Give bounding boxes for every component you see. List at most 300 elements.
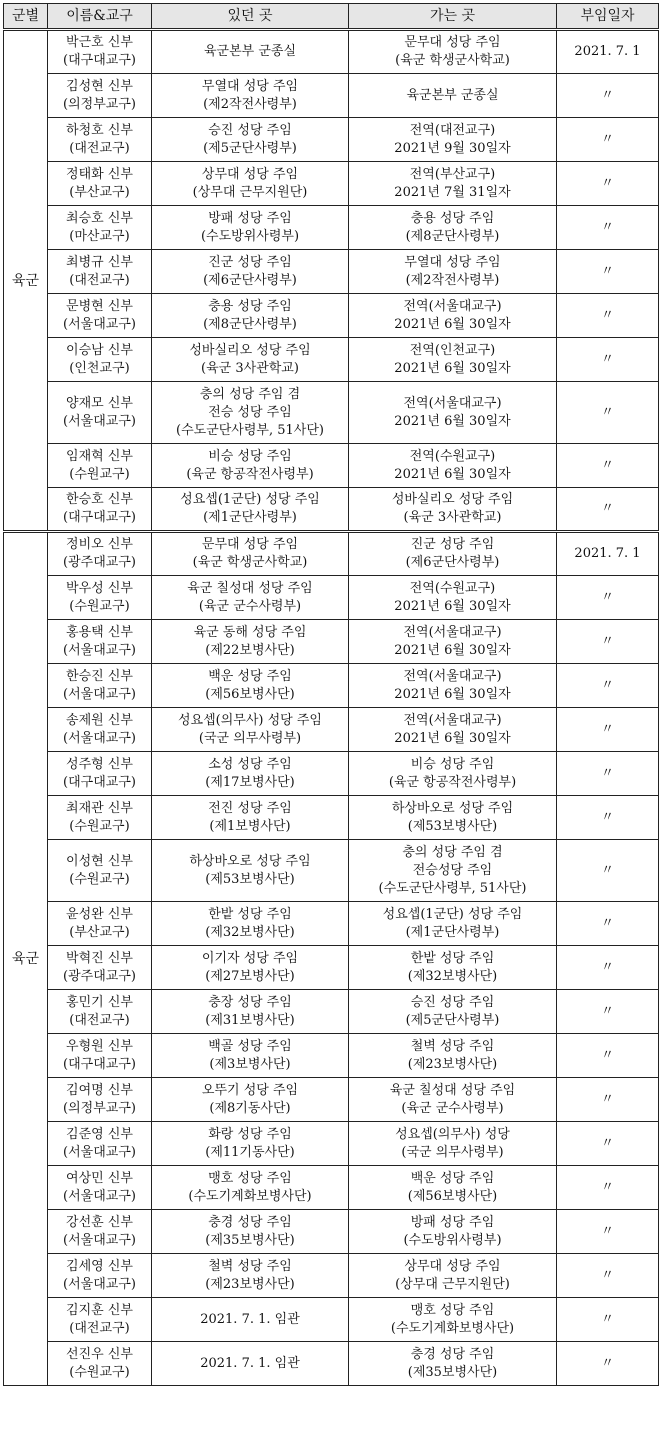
priest-diocese: (광주대교구)	[63, 968, 136, 984]
priest-diocese: (부산교구)	[69, 924, 130, 940]
to-cell	[349, 708, 557, 752]
ditto-mark: 〃	[557, 576, 659, 620]
priest-diocese: (서울대교구)	[63, 1144, 136, 1160]
from-line: (제2작전사령부)	[203, 96, 297, 112]
ditto-mark: 〃	[557, 990, 659, 1034]
from-line: 비승 성당 주임	[208, 448, 292, 464]
branch-cell: 육군	[4, 532, 48, 1386]
priest-diocese: (인천교구)	[69, 360, 130, 376]
table-row	[4, 30, 659, 74]
priest-name: 한승호 신부	[66, 492, 133, 507]
ditto-mark: 〃	[557, 1122, 659, 1166]
to-line: 충경 성당 주임	[410, 1346, 495, 1362]
from-line: 맹호 성당 주임	[208, 1170, 292, 1186]
to-line: 전역(수원교구)	[409, 580, 496, 596]
assignment-table	[3, 3, 659, 1386]
table-row	[4, 946, 659, 990]
from-line: (제1군단사령부)	[203, 510, 297, 525]
from-cell	[152, 206, 349, 250]
name-cell	[48, 444, 152, 488]
ditto-mark: 〃	[557, 206, 659, 250]
from-cell	[152, 1166, 349, 1210]
to-line: 전역(서울대교구)	[403, 712, 502, 728]
to-cell	[349, 902, 557, 946]
to-line: 성바실리오 성당 주임	[391, 492, 514, 507]
name-cell	[48, 1078, 152, 1122]
to-line: 육군 칠성대 성당 주임	[389, 1082, 516, 1098]
header-to: 가는 곳	[349, 4, 557, 30]
name-cell	[48, 338, 152, 382]
to-line: 2021년 9월 30일자	[394, 140, 511, 156]
from-line: (제56보병사단)	[205, 686, 295, 702]
from-line: (제11기동사단)	[205, 1144, 295, 1160]
priest-name: 정비오 신부	[66, 537, 133, 552]
from-line: 오뚜기 성당 주임	[201, 1082, 299, 1098]
from-line: 소성 성당 주임	[208, 756, 292, 772]
priest-name: 하청호 신부	[66, 122, 133, 138]
from-line: (육군 군수사령부)	[198, 598, 302, 614]
ditto-mark: 〃	[557, 1078, 659, 1122]
ditto-mark: 〃	[557, 708, 659, 752]
name-cell	[48, 30, 152, 74]
to-cell	[349, 294, 557, 338]
table-row	[4, 532, 659, 576]
ditto-mark: 〃	[557, 752, 659, 796]
priest-diocese: (대구대교구)	[63, 53, 136, 68]
to-line: (제1군단사령부)	[405, 924, 500, 940]
to-line: 전역(부산교구)	[409, 166, 496, 182]
priest-diocese: (대전교구)	[69, 1012, 130, 1028]
table-row	[4, 796, 659, 840]
priest-name: 선진우 신부	[66, 1346, 133, 1362]
priest-diocese: (서울대교구)	[63, 642, 136, 658]
from-cell	[152, 444, 349, 488]
from-cell	[152, 576, 349, 620]
from-cell	[152, 664, 349, 708]
ditto-mark: 〃	[557, 444, 659, 488]
priest-diocese: (광주대교구)	[63, 555, 136, 570]
from-line: (상무대 근무지원단)	[192, 184, 308, 200]
name-cell	[48, 206, 152, 250]
from-cell	[152, 1078, 349, 1122]
name-cell	[48, 796, 152, 840]
priest-name: 김준영 신부	[66, 1126, 133, 1142]
table-row	[4, 1166, 659, 1210]
appointment-date: 2021. 7. 1	[557, 30, 659, 74]
priest-name: 박우성 신부	[66, 580, 133, 596]
from-cell	[152, 532, 349, 576]
name-cell	[48, 488, 152, 532]
name-cell	[48, 664, 152, 708]
priest-diocese: (서울대교구)	[63, 730, 136, 746]
ditto-mark: 〃	[557, 902, 659, 946]
to-line: 전역(서울대교구)	[403, 624, 502, 640]
name-cell	[48, 532, 152, 576]
to-line: 전역(서울대교구)	[403, 395, 502, 411]
to-line: 전역(대전교구)	[409, 122, 496, 138]
from-line: (수도기계화보병사단)	[188, 1188, 312, 1204]
table-row	[4, 1078, 659, 1122]
from-line: 한밭 성당 주임	[208, 906, 292, 922]
to-line: 맹호 성당 주임	[410, 1302, 495, 1318]
to-line: 성요셉(의무사) 성당	[395, 1126, 510, 1142]
ditto-mark: 〃	[557, 338, 659, 382]
to-line: 전역(인천교구)	[409, 342, 496, 358]
from-line: 철벽 성당 주임	[208, 1258, 292, 1274]
to-cell	[349, 250, 557, 294]
from-line: 육군 동해 성당 주임	[193, 624, 307, 640]
from-line: (육군 학생군사학교)	[192, 555, 308, 570]
name-cell	[48, 1210, 152, 1254]
to-cell	[349, 946, 557, 990]
from-line: 이기자 성당 주임	[201, 950, 299, 966]
ditto-mark: 〃	[557, 946, 659, 990]
from-cell	[152, 902, 349, 946]
to-cell	[349, 74, 557, 118]
to-line: 충용 성당 주임	[410, 210, 495, 226]
priest-diocese: (대구대교구)	[63, 510, 136, 525]
table-row	[4, 620, 659, 664]
from-line: 상무대 성당 주임	[201, 166, 299, 182]
priest-name: 박근호 신부	[66, 35, 133, 50]
from-line: 전진 성당 주임	[208, 800, 292, 816]
table-row	[4, 990, 659, 1034]
table-row	[4, 1034, 659, 1078]
to-line: (수도군단사령부, 51사단)	[378, 880, 527, 896]
to-line: (제5군단사령부)	[405, 1012, 500, 1028]
from-line: (제31보병사단)	[205, 1012, 295, 1028]
priest-diocese: (수원교구)	[69, 871, 130, 887]
to-cell	[349, 162, 557, 206]
name-cell	[48, 576, 152, 620]
to-line: 2021년 7월 31일자	[394, 184, 511, 200]
priest-diocese: (수원교구)	[69, 1364, 130, 1380]
to-line: (제32보병사단)	[407, 968, 498, 984]
priest-name: 여상민 신부	[66, 1170, 133, 1186]
from-line: 충의 성당 주임 겸	[199, 386, 301, 402]
from-line: (육군 항공작전사령부)	[186, 466, 314, 482]
to-cell	[349, 1078, 557, 1122]
to-line: 성요셉(1군단) 성당 주임	[382, 906, 523, 922]
table-row	[4, 206, 659, 250]
to-line: 2021년 6월 30일자	[394, 316, 511, 332]
priest-diocese: (수원교구)	[69, 818, 130, 834]
to-cell	[349, 664, 557, 708]
to-cell	[349, 752, 557, 796]
to-line: (제56보병사단)	[407, 1188, 498, 1204]
to-cell	[349, 30, 557, 74]
priest-name: 김세영 신부	[66, 1258, 133, 1274]
priest-name: 최승호 신부	[66, 210, 133, 226]
name-cell	[48, 294, 152, 338]
branch-cell: 육군	[4, 30, 48, 532]
to-cell	[349, 444, 557, 488]
from-line: (제1보병사단)	[209, 818, 291, 834]
table-row	[4, 708, 659, 752]
ditto-mark: 〃	[557, 294, 659, 338]
from-line: (제5군단사령부)	[203, 140, 297, 156]
from-line: (제17보병사단)	[205, 774, 295, 790]
to-line: (육군 3사관학교)	[403, 510, 502, 525]
priest-name: 김성현 신부	[66, 78, 133, 94]
to-line: (육군 군수사령부)	[401, 1100, 504, 1116]
name-cell	[48, 1342, 152, 1386]
to-line: 하상바오로 성당 주임	[391, 800, 514, 816]
priest-name: 우형원 신부	[66, 1038, 133, 1054]
from-line: (제32보병사단)	[205, 924, 295, 940]
from-cell	[152, 1298, 349, 1342]
to-cell	[349, 206, 557, 250]
priest-diocese: (서울대교구)	[63, 686, 136, 702]
to-cell	[349, 1034, 557, 1078]
table-row	[4, 162, 659, 206]
from-cell	[152, 338, 349, 382]
to-cell	[349, 1254, 557, 1298]
header-name: 이름&교구	[48, 4, 152, 30]
to-line: (제53보병사단)	[407, 818, 498, 834]
table-row	[4, 1210, 659, 1254]
to-line: 비승 성당 주임	[410, 756, 495, 772]
name-cell	[48, 1122, 152, 1166]
ditto-mark: 〃	[557, 664, 659, 708]
name-cell	[48, 1034, 152, 1078]
ditto-mark: 〃	[557, 250, 659, 294]
priest-diocese: (서울대교구)	[63, 1232, 136, 1248]
ditto-mark: 〃	[557, 1298, 659, 1342]
to-line: 2021년 6월 30일자	[394, 686, 511, 702]
to-cell	[349, 382, 557, 444]
from-line: (제22보병사단)	[205, 642, 295, 658]
table-row	[4, 1254, 659, 1298]
table-row	[4, 752, 659, 796]
to-line: 문무대 성당 주임	[404, 35, 501, 50]
to-line: 승진 성당 주임	[410, 994, 495, 1010]
to-cell	[349, 1166, 557, 1210]
priest-name: 강선훈 신부	[66, 1214, 133, 1230]
to-line: 2021년 6월 30일자	[394, 598, 511, 614]
from-line: (제8군단사령부)	[203, 316, 297, 332]
name-cell	[48, 118, 152, 162]
name-cell	[48, 902, 152, 946]
table-row	[4, 444, 659, 488]
from-cell	[152, 1122, 349, 1166]
table-row	[4, 74, 659, 118]
name-cell	[48, 840, 152, 902]
priest-diocese: (마산교구)	[69, 228, 130, 244]
to-cell	[349, 840, 557, 902]
table-row	[4, 902, 659, 946]
to-line: 철벽 성당 주임	[410, 1038, 495, 1054]
to-line: (육군 항공작전사령부)	[388, 774, 517, 790]
from-line: (제23보병사단)	[205, 1276, 295, 1292]
priest-diocese: (서울대교구)	[63, 1276, 136, 1292]
priest-diocese: (서울대교구)	[63, 316, 136, 332]
from-line: (수도군단사령부, 51사단)	[176, 422, 324, 438]
from-line: (육군 3사관학교)	[201, 360, 299, 376]
to-line: 충의 성당 주임 겸	[402, 844, 503, 860]
ditto-mark: 〃	[557, 488, 659, 532]
to-line: 백운 성당 주임	[410, 1170, 495, 1186]
to-cell	[349, 990, 557, 1034]
to-cell	[349, 532, 557, 576]
header-branch: 군별	[4, 4, 48, 30]
name-cell	[48, 162, 152, 206]
to-cell	[349, 576, 557, 620]
from-cell	[152, 294, 349, 338]
to-line: (국군 의무사령부)	[401, 1144, 504, 1160]
from-cell	[152, 752, 349, 796]
to-line: 전역(수원교구)	[409, 448, 496, 464]
to-cell	[349, 488, 557, 532]
from-line: 육군 칠성대 성당 주임	[187, 580, 313, 596]
from-line: 하상바오로 성당 주임	[189, 853, 311, 869]
from-cell	[152, 990, 349, 1034]
to-line: (육군 학생군사학교)	[395, 53, 510, 68]
table-row	[4, 118, 659, 162]
from-cell	[152, 118, 349, 162]
table-row	[4, 250, 659, 294]
ditto-mark: 〃	[557, 1166, 659, 1210]
from-cell	[152, 1034, 349, 1078]
priest-diocese: (서울대교구)	[63, 1188, 136, 1204]
from-cell	[152, 708, 349, 752]
to-line: (상무대 근무지원단)	[395, 1276, 510, 1292]
priest-diocese: (대구대교구)	[63, 1056, 136, 1072]
name-cell	[48, 1254, 152, 1298]
from-line: 충경 성당 주임	[208, 1214, 292, 1230]
from-cell	[152, 30, 349, 74]
priest-diocese: (대구대교구)	[63, 774, 136, 790]
from-line: 화랑 성당 주임	[208, 1126, 292, 1142]
appointment-date: 2021. 7. 1	[557, 532, 659, 576]
table-row	[4, 488, 659, 532]
priest-name: 홍용택 신부	[66, 624, 133, 640]
from-line: 성요셉(1군단) 성당 주임	[180, 492, 320, 507]
from-line: 백골 성당 주임	[208, 1038, 292, 1054]
ditto-mark: 〃	[557, 118, 659, 162]
header-row	[4, 4, 659, 30]
table-row	[4, 1298, 659, 1342]
to-line: 무열대 성당 주임	[404, 254, 501, 270]
from-line: 충장 성당 주임	[208, 994, 292, 1010]
to-line: 육군본부 군종실	[406, 87, 499, 103]
to-line: 상무대 성당 주임	[404, 1258, 501, 1274]
priest-name: 한승진 신부	[66, 668, 133, 684]
to-line: (제23보병사단)	[407, 1056, 498, 1072]
from-line: (제3보병사단)	[209, 1056, 291, 1072]
header-from: 있던 곳	[152, 4, 349, 30]
to-line: (제8군단사령부)	[405, 228, 500, 244]
to-line: 2021년 6월 30일자	[394, 466, 511, 482]
from-cell	[152, 1254, 349, 1298]
priest-name: 이승남 신부	[66, 342, 133, 358]
priest-diocese: (서울대교구)	[63, 413, 136, 429]
ditto-mark: 〃	[557, 162, 659, 206]
ditto-mark: 〃	[557, 382, 659, 444]
to-line: 전승성당 주임	[412, 862, 493, 878]
priest-name: 김지훈 신부	[66, 1302, 133, 1318]
name-cell	[48, 620, 152, 664]
ditto-mark: 〃	[557, 1034, 659, 1078]
to-cell	[349, 1342, 557, 1386]
from-line: 승진 성당 주임	[208, 122, 292, 138]
to-line: 방패 성당 주임	[410, 1214, 495, 1230]
priest-diocese: (수원교구)	[69, 466, 130, 482]
to-cell	[349, 1298, 557, 1342]
from-line: 방패 성당 주임	[208, 210, 292, 226]
from-line: 충용 성당 주임	[208, 298, 292, 314]
to-cell	[349, 796, 557, 840]
table-body	[4, 30, 659, 1386]
from-cell	[152, 488, 349, 532]
to-cell	[349, 620, 557, 664]
ditto-mark: 〃	[557, 1342, 659, 1386]
name-cell	[48, 74, 152, 118]
priest-name: 양재모 신부	[66, 395, 133, 411]
name-cell	[48, 946, 152, 990]
priest-name: 최병규 신부	[66, 254, 133, 270]
to-line: 전역(서울대교구)	[403, 668, 502, 684]
name-cell	[48, 250, 152, 294]
from-cell	[152, 74, 349, 118]
from-line: 전승 성당 주임	[208, 404, 292, 420]
ditto-mark: 〃	[557, 1254, 659, 1298]
from-cell	[152, 796, 349, 840]
name-cell	[48, 1166, 152, 1210]
from-cell	[152, 1210, 349, 1254]
priest-name: 문병현 신부	[66, 298, 133, 314]
from-line: (제27보병사단)	[205, 968, 295, 984]
from-cell	[152, 946, 349, 990]
from-line: 백운 성당 주임	[208, 668, 292, 684]
to-line: 2021년 6월 30일자	[394, 730, 511, 746]
priest-name: 이성현 신부	[66, 853, 133, 869]
from-line: 육군본부 군종실	[203, 44, 297, 59]
from-line: (제53보병사단)	[205, 871, 295, 887]
ditto-mark: 〃	[557, 796, 659, 840]
to-line: 전역(서울대교구)	[403, 298, 502, 314]
to-line: 진군 성당 주임	[410, 537, 495, 552]
from-line: 성바실리오 성당 주임	[189, 342, 311, 358]
ditto-mark: 〃	[557, 840, 659, 902]
priest-name: 송제원 신부	[66, 712, 133, 728]
header-date: 부임일자	[557, 4, 659, 30]
priest-diocese: (대전교구)	[69, 1320, 130, 1336]
table-row	[4, 294, 659, 338]
ditto-mark: 〃	[557, 74, 659, 118]
to-line: (제35보병사단)	[407, 1364, 498, 1380]
priest-name: 성주형 신부	[66, 756, 133, 772]
from-line: (제8기동사단)	[209, 1100, 291, 1116]
from-line: 성요셉(의무사) 성당 주임	[178, 712, 322, 728]
from-cell	[152, 840, 349, 902]
table-row	[4, 576, 659, 620]
priest-diocese: (의정부교구)	[63, 1100, 136, 1116]
to-line: (제2작전사령부)	[405, 272, 500, 288]
priest-name: 윤성완 신부	[66, 906, 133, 922]
to-line: 2021년 6월 30일자	[394, 413, 511, 429]
to-line: 2021년 6월 30일자	[394, 642, 511, 658]
from-cell	[152, 250, 349, 294]
from-line: (제35보병사단)	[205, 1232, 295, 1248]
name-cell	[48, 1298, 152, 1342]
name-cell	[48, 990, 152, 1034]
to-line: 2021년 6월 30일자	[394, 360, 511, 376]
from-line: (수도방위사령부)	[200, 228, 300, 244]
priest-name: 박혁진 신부	[66, 950, 133, 966]
to-cell	[349, 118, 557, 162]
to-line: (수도기계화보병사단)	[390, 1320, 515, 1336]
